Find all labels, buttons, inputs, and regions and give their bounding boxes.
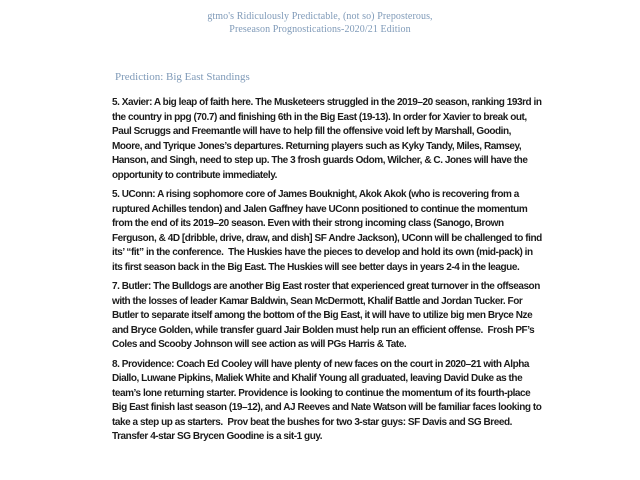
document-title bbox=[0, 10, 640, 36]
paragraph-uconn: 5. UConn: A rising sophomore core of James Bouknight, Akok Akok (who is recovering from a ruptured Achilles tendon) and Jalen Gaffney have UConn positioned to continue the momentum from the end of its 2019–20 season. Even with their strong incoming class (Sanogo, Brown Ferguson, & 4D [dribble, drive, draw, and dish] SF Andre Jackson), UConn will be challenged to find its’ “fit” in the conference. The Huskies have the pieces to develop and hold its own (mid-pack) in its first season back in the Big East. The Huskies will see better days in years 2-4 in the league. bbox=[112, 189, 545, 273]
document-body bbox=[112, 96, 545, 450]
section-heading: Prediction: Big East Standings bbox=[115, 71, 250, 83]
paragraph-xavier: 5. Xavier: A big leap of faith here. The Musketeers struggled in the 2019–20 season, ranking 193rd in the country in ppg (70.7) and finishing 6th in the Big East (19-13). In order for Xavier to break out, Paul Scruggs and Freemantle will have to help fill the offensive void left by Marshall, Goodin, Moore, and Tyrique Jones’s departures. Returning players such as Kyky Tandy, Miles, Ramsey, Hanson, and Singh, need to step up. The 3 frosh guards Odom, Wilcher, & C. Jones will have the opportunity to contribute immediately. bbox=[112, 97, 544, 181]
document-title-line-2: Preseason Prognostications-2020/21 Edition bbox=[229, 24, 411, 35]
paragraph-providence: 8. Providence: Coach Ed Cooley will have plenty of new faces on the court in 2020–21 with Alpha Diallo, Luwane Pipkins, Maliek White and Khalif Young all graduated, leaving David Duke as the team’s lone returning starter. Providence is looking to continue the momentum of its fourth-place Big East finish last season (19–12), and AJ Reeves and Nate Watson will be familiar faces looking to take a step up as starters. Prov beat the bushes for two 3-star guys: SF Davis and SG Breed. Transfer 4-star SG Brycen Goodine is a sit-1 guy. bbox=[112, 358, 544, 442]
paragraph-butler: 7. Butler: The Bulldogs are another Big East roster that experienced great turnover in the offseason with the losses of leader Kamar Baldwin, Sean McDermott, Khalif Battle and Jordan Tucker. For Butler to separate itself among the bottom of the Big East, it will have to utilize big men Bryce Nze and Bryce Golden, while transfer guard Jair Bolden must help run an efficient offense. Frosh PF’s Coles and Scooby Johnson will see action as will PGs Harris & Tate. bbox=[112, 281, 543, 350]
document-title-line-1: gtmo's Ridiculously Predictable, (not so) Preposterous, bbox=[207, 11, 433, 22]
